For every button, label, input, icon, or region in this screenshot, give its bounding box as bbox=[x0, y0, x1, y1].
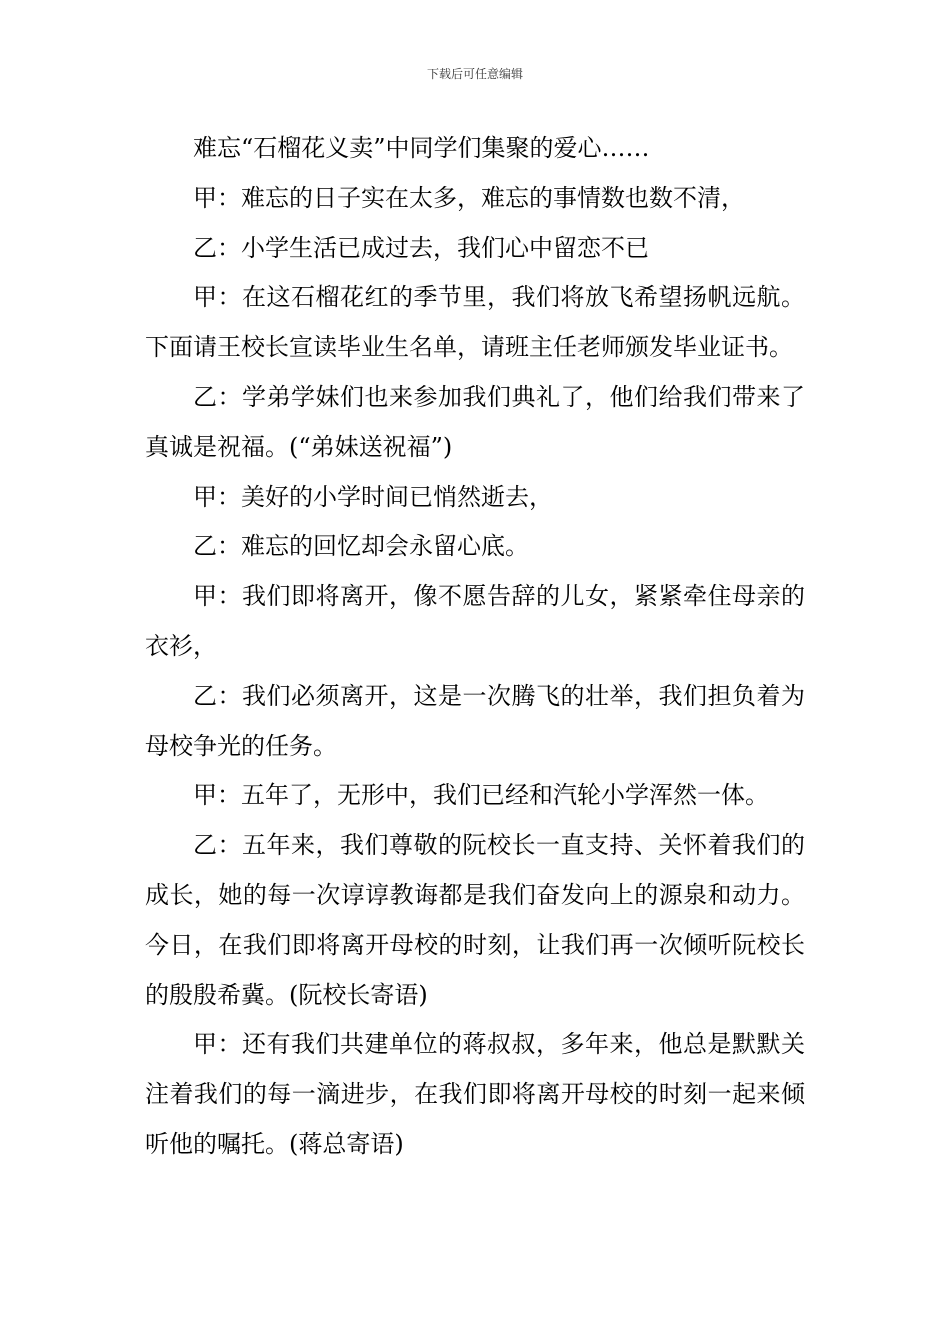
document-body bbox=[145, 124, 805, 1170]
page-header: 下载后可任意编辑 bbox=[426, 67, 523, 81]
paragraph: 甲：五年了，无形中，我们已经和汽轮小学浑然一体。 bbox=[193, 781, 769, 810]
paragraph: 乙：难忘的回忆却会永留心底。 bbox=[193, 532, 529, 561]
paragraph: 甲：美好的小学时间已悄然逝去， bbox=[193, 482, 553, 511]
paragraph: 甲：我们即将离开，像不愿告辞的儿女，紧紧牵住母亲的衣衫， bbox=[145, 582, 805, 660]
paragraph: 难忘“石榴花义卖”中同学们集聚的爱心…… bbox=[193, 134, 650, 162]
paragraph: 甲：在这石榴花红的季节里，我们将放飞希望扬帆远航。下面请王校长宣读毕业生名单，请班主任老师颁发毕业证书。 bbox=[145, 283, 805, 362]
paragraph: 甲：还有我们共建单位的蒋叔叔，多年来，他总是默默关注着我们的每一滴进步，在我们即将离开母校的时刻一起来倾听他的嘱托。(蒋总寄语) bbox=[145, 1030, 805, 1158]
paragraph: 乙：五年来，我们尊敬的阮校长一直支持、关怀着我们的成长，她的每一次谆谆教诲都是我们奋发向上的源泉和动力。今日，在我们即将离开母校的时刻，让我们再一次倾听阮校长的殷殷希冀。(阮校长寄语) bbox=[145, 831, 805, 1009]
paragraph: 乙：小学生活已成过去，我们心中留恋不已 bbox=[193, 233, 649, 262]
paragraph: 乙：我们必须离开，这是一次腾飞的壮举，我们担负着为母校争光的任务。 bbox=[145, 681, 805, 760]
paragraph: 乙：学弟学妹们也来参加我们典礼了，他们给我们带来了真诚是祝福。(“弟妹送祝福”) bbox=[145, 382, 805, 461]
paragraph: 甲：难忘的日子实在太多，难忘的事情数也数不清， bbox=[193, 183, 745, 212]
